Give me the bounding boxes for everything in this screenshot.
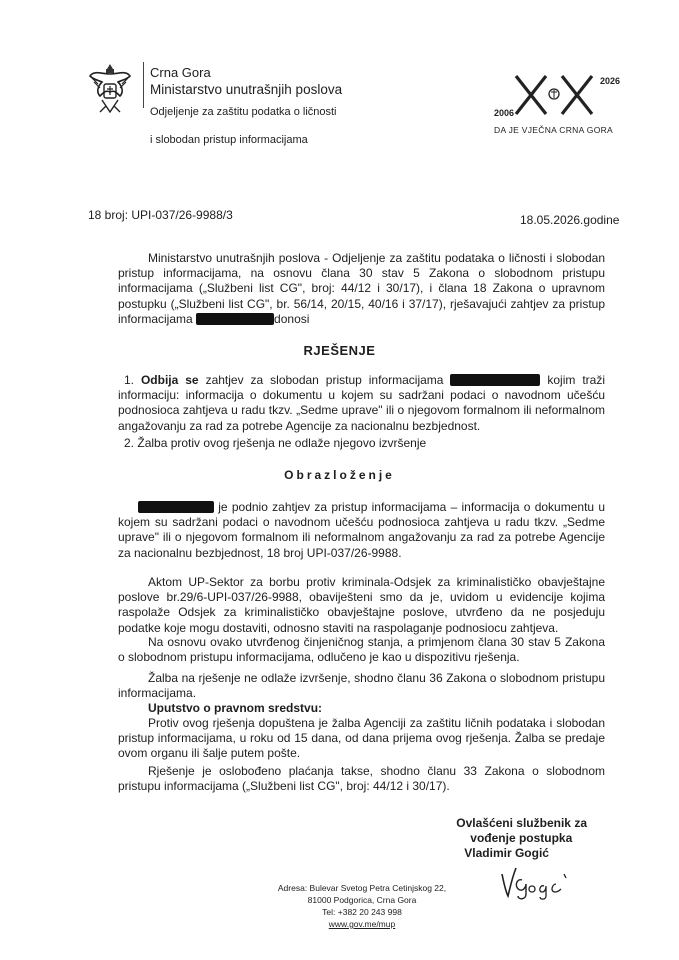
logo-year-right: 2026 <box>600 76 621 86</box>
redaction-bar <box>138 501 214 513</box>
reasoning-paragraph-5: Protiv ovog rješenja dopuštena je žalba Agenciji za zaštitu ličnih podataka i slobodan pristup informacijama, u roku od 15 dana, od dana prijema ovog rješenja. Žalba se predaje ovom organu ili šalje putem pošte. <box>118 716 605 761</box>
footer-address <box>277 882 447 930</box>
decision-title: RJEŠENJE <box>303 343 376 358</box>
reasoning-paragraph-2: Aktom UP-Sektor za borbu protiv kriminala-Odsjek za kriminalističko obavještajne poslove br.29/6-UPI-037/26-9988, obaviješteni smo da je, uvidom u evidencije kojima raspolaže Odsjek za kriminalističko obavještajne poslove, utvrđeno da ne posjeduju podatke koje mogu dostaviti, odnosno staviti na raspolaganje podnosiocu zahtjeva. <box>118 575 605 635</box>
website-link-text[interactable]: www.gov.me/mup <box>328 919 396 929</box>
address-line1: Adresa: Bulevar Svetog Petra Cetinjskog 22, <box>277 883 447 893</box>
phone-number: Tel: +382 20 243 998 <box>322 907 402 917</box>
anniversary-logo <box>494 70 629 135</box>
legal-remedy-title: Uputstvo o pravnom sredstvu: <box>148 701 323 715</box>
decision-item-2 <box>124 436 604 451</box>
item1-number: 1. <box>124 373 135 387</box>
item2-text: Žalba protiv ovog rješenja ne odlaže njegovo izvršenje <box>137 436 427 450</box>
signatory-title-1: Ovlašćeni službenik za <box>456 816 587 830</box>
website-link[interactable] <box>277 918 447 930</box>
item1-text-after: kojim traži informaciju: informacija o dokumentu u kojem su sadržani podaci o navodnom učešću podnosioca zahtjeva u radu tkzv. „Sedme uprave" ili o njegovom formalnom ili neformalnom angažovanju za rad za potrebe Agencije za nacionalnu bezbjednost. <box>118 373 605 433</box>
reasoning-paragraph-6: Rješenje je oslobođeno plaćanja takse, shodno članu 33 Zakona o slobodnom pristupu informacijama („Službeni list CG", broj: 44/12 i 30/17). <box>118 764 605 794</box>
redaction-bar <box>196 313 274 325</box>
item1-text: zahtjev za slobodan pristup informacijama <box>205 373 444 387</box>
signature-block <box>456 816 587 861</box>
department-line2: i slobodan pristup informacijama <box>150 134 308 146</box>
logo-year-left: 2006 <box>494 108 515 118</box>
intro-text-after: donosi <box>274 311 310 326</box>
decision-item-1 <box>118 373 605 434</box>
header-divider <box>143 62 144 108</box>
department-line1: Odjeljenje za zaštitu podatka o ličnosti <box>150 106 337 118</box>
signatory-name: Vladimir Gogić <box>464 846 549 860</box>
reasoning-paragraph-1 <box>118 500 605 561</box>
redaction-bar <box>450 374 540 386</box>
logo-motto: DA JE VJEČNA CRNA GORA <box>494 125 614 135</box>
intro-paragraph <box>118 251 605 327</box>
header-organization <box>150 64 342 149</box>
intro-text: Ministarstvo unutrašnjih poslova - Odjeljenje za zaštitu podataka o ličnosti i slobodan pristup informacijama, na osnovu člana 30 stav 5 Zakona o slobodnom pristupu informacijama („Službeni list CG", broj: 44/12 i 30/17), i člana 18 Zakona o upravnom postupku („Službeni list CG", br. 56/14, 20/15, 40/16 i 37/17), rješavajući zahtjev za pristup informacijama <box>118 251 605 326</box>
ministry-name: Ministarstvo unutrašnjih poslova <box>150 82 343 97</box>
signatory-title-2: vođenje postupka <box>470 831 573 845</box>
document-date: 18.05.2026.godine <box>520 213 620 227</box>
address-line2: 81000 Podgorica, Crna Gora <box>307 895 417 905</box>
country-name: Crna Gora <box>150 65 211 80</box>
handwritten-signature <box>498 862 578 902</box>
reasoning-p1: je podnio zahtjev za pristup informacijama – informacija o dokumentu u kojem su sadržani podaci o navodnom učešću podnosioca zahtjeva u radu tkzv. „Sedme uprave" ili o njegovom formalnom ili neformalnom angažovanju za rad za potrebe Agencije za nacionalnu bezbjednost, 18 broj UPI-037/26-9988. <box>118 500 606 560</box>
item2-number: 2. <box>124 436 135 450</box>
item1-bold: Odbija se <box>140 373 199 387</box>
reasoning-title: Obrazloženje <box>284 468 395 482</box>
reference-number: 18 broj: UPI-037/26-9988/3 <box>88 208 233 222</box>
reasoning-paragraph-4: Žalba na rješenje ne odlaže izvršenje, shodno članu 36 Zakona o slobodnom pristupu informacijama. <box>118 671 605 701</box>
reasoning-paragraph-3: Na osnovu ovako utvrđenog činjeničnog stanja, a primjenom člana 30 stav 5 Zakona o slobodnom pristupu informacijama, odlučeno je kao u dispozitivu rješenja. <box>118 635 605 665</box>
coat-of-arms-icon <box>88 62 132 116</box>
xx-emblem-icon <box>494 70 629 120</box>
